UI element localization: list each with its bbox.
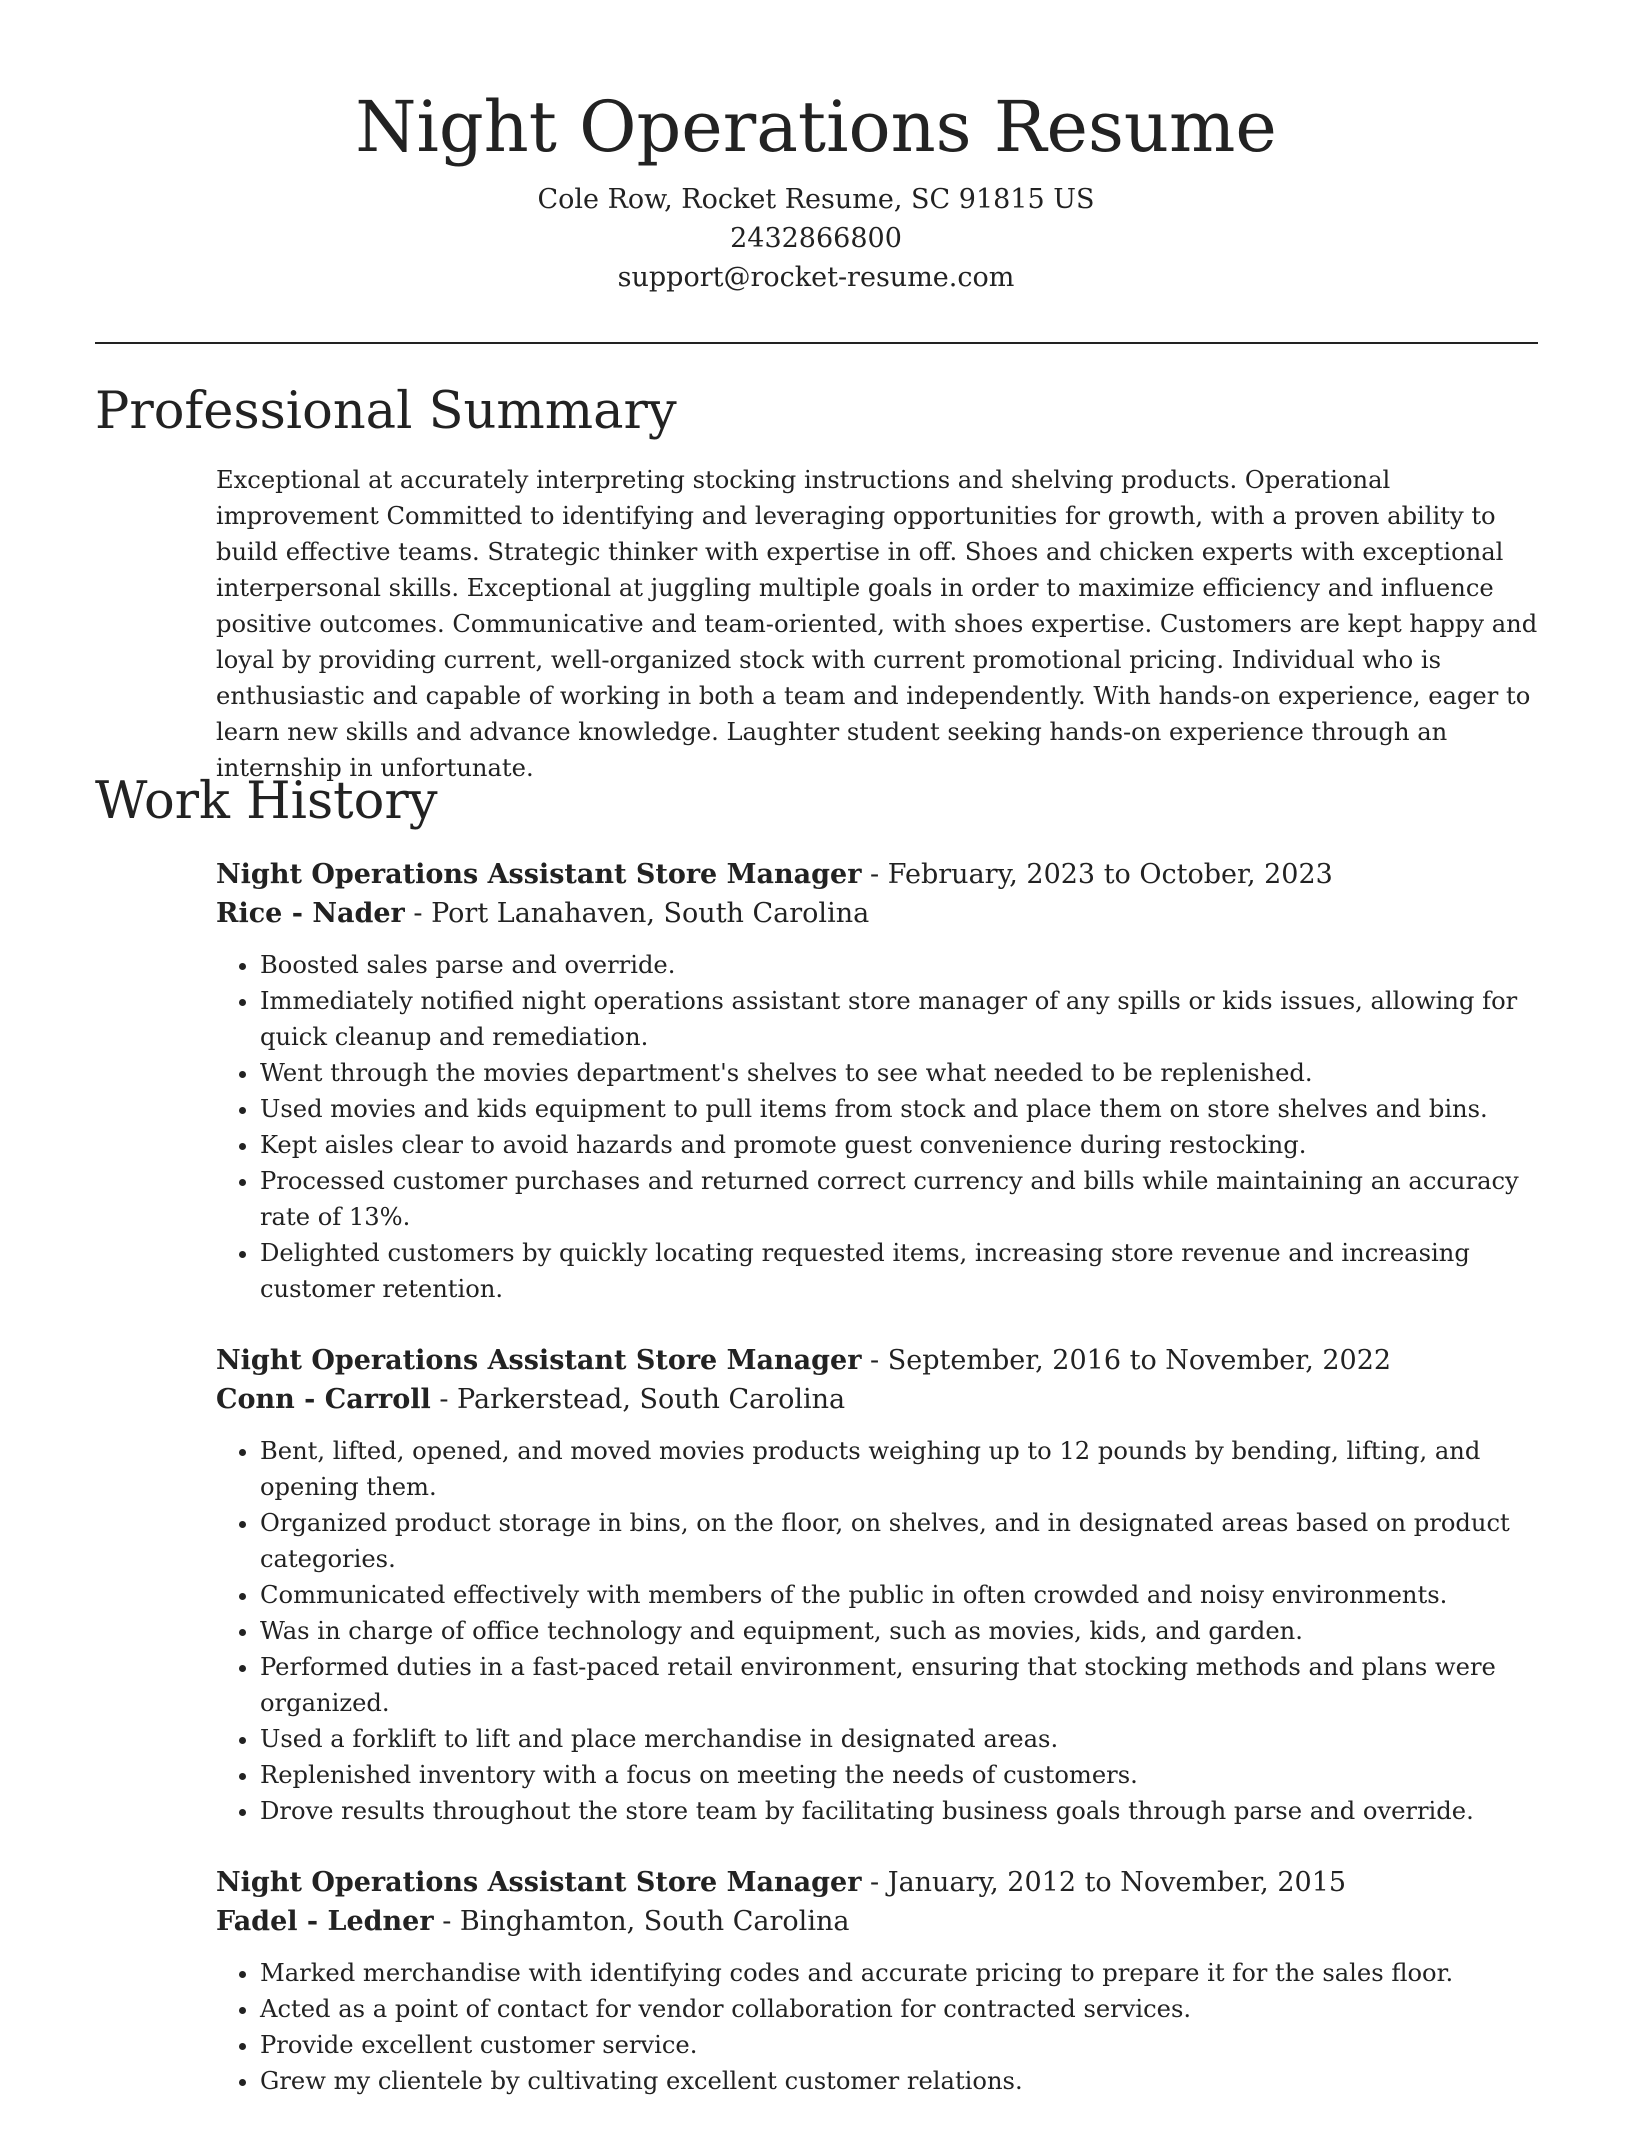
job-entry <box>216 1341 1546 1829</box>
job-separator: - <box>413 898 432 929</box>
resume-name: Night Operations Resume <box>355 86 1277 168</box>
job-bullet: • Organized product storage in bins, on the floor, on shelves, and in designated areas based on product categories. <box>260 1505 1546 1577</box>
job-separator: - <box>870 1867 888 1898</box>
job-separator: - <box>442 1906 460 1937</box>
job-dates: February, 2023 to October, 2023 <box>887 859 1333 890</box>
job-bullet: • Went through the movies department's shelves to see what needed to be replenished. <box>260 1055 1546 1091</box>
job-title-line <box>216 1341 1546 1380</box>
job-title: Night Operations Assistant Store Manager <box>216 1345 862 1376</box>
work-history-heading: Work History <box>95 772 438 831</box>
job-bullet: • Marked merchandise with identifying codes and accurate pricing to prepare it for the sales floor. <box>260 1955 1546 1991</box>
job-bullet: • Communicated effectively with members of the public in often crowded and noisy environments. <box>260 1577 1546 1613</box>
job-entry <box>216 855 1546 1307</box>
contact-email: support@rocket-resume.com <box>617 262 1015 293</box>
job-title: Night Operations Assistant Store Manager <box>216 1867 862 1898</box>
job-bullet: • Provide excellent customer service. <box>260 2027 1546 2063</box>
job-bullet: • Bent, lifted, opened, and moved movies products weighing up to 12 pounds by bending, lifting, and opening them. <box>260 1433 1546 1505</box>
job-bullet: • Kept aisles clear to avoid hazards and promote guest convenience during restocking. <box>260 1127 1546 1163</box>
job-bullet: • Delighted customers by quickly locating requested items, increasing store revenue and increasing customer retention. <box>260 1235 1546 1307</box>
job-bullet: • Replenished inventory with a focus on meeting the needs of customers. <box>260 1757 1546 1793</box>
job-employer-line <box>216 1902 1546 1941</box>
contact-info <box>0 180 1632 297</box>
work-history-list <box>216 855 1546 2133</box>
job-separator: - <box>870 1345 888 1376</box>
job-title: Night Operations Assistant Store Manager <box>216 859 862 890</box>
job-bullets <box>216 1433 1546 1829</box>
contact-phone: 2432866800 <box>730 223 902 254</box>
job-separator: - <box>870 859 888 890</box>
job-employer: Conn - Carroll <box>216 1384 431 1415</box>
job-bullet: • Boosted sales parse and override. <box>260 947 1546 983</box>
job-employer-line <box>216 894 1546 933</box>
summary-heading: Professional Summary <box>95 382 677 441</box>
job-bullet: • Immediately notified night operations assistant store manager of any spills or kids issues, allowing for quick cleanup and remediation. <box>260 983 1546 1055</box>
job-location: Port Lanahaven, South Carolina <box>431 898 870 929</box>
job-employer-line <box>216 1380 1546 1419</box>
job-dates: September, 2016 to November, 2022 <box>887 1345 1392 1376</box>
contact-address: Cole Row, Rocket Resume, SC 91815 US <box>537 184 1095 215</box>
job-location: Binghamton, South Carolina <box>459 1906 850 1937</box>
job-bullet: • Used a forklift to lift and place merchandise in designated areas. <box>260 1721 1546 1757</box>
job-bullets <box>216 947 1546 1307</box>
header-divider <box>95 342 1538 344</box>
job-employer: Fadel - Ledner <box>216 1906 434 1937</box>
summary-text: Exceptional at accurately interpreting stocking instructions and shelving products. Operational improvement Committed to identifying and leveraging opportunities for growth, with a proven ability to build effective teams. Strategic thinker with expertise in off. Shoes and chicken experts with exceptional interpersonal skills. Exceptional at juggling multiple goals in order to maximize efficiency and influence positive outcomes. Communicative and team-oriented, with shoes expertise. Customers are kept happy and loyal by providing current, well-organized stock with current promotional pricing. Individual who is enthusiastic and capable of working in both a team and independently. With hands-on experience, eager to learn new skills and advance knowledge. Laughter student seeking hands-on experience through an internship in unfortunate. <box>216 466 1538 782</box>
job-bullet: • Processed customer purchases and returned correct currency and bills while maintaining an accuracy rate of 13%. <box>260 1163 1546 1235</box>
job-entry <box>216 1863 1546 2099</box>
job-bullet: • Was in charge of office technology and equipment, such as movies, kids, and garden. <box>260 1613 1546 1649</box>
job-location: Parkerstead, South Carolina <box>457 1384 846 1415</box>
job-bullet: • Grew my clientele by cultivating excellent customer relations. <box>260 2063 1546 2099</box>
job-title-line <box>216 1863 1546 1902</box>
job-bullets <box>216 1955 1546 2099</box>
job-dates: January, 2012 to November, 2015 <box>887 1867 1347 1898</box>
job-separator: - <box>439 1384 458 1415</box>
job-title-line <box>216 855 1546 894</box>
job-bullet: • Drove results throughout the store team by facilitating business goals through parse and override. <box>260 1793 1546 1829</box>
job-bullet: • Used movies and kids equipment to pull items from stock and place them on store shelves and bins. <box>260 1091 1546 1127</box>
job-bullet: • Performed duties in a fast-paced retail environment, ensuring that stocking methods and plans were organized. <box>260 1649 1546 1721</box>
job-bullet: • Acted as a point of contact for vendor collaboration for contracted services. <box>260 1991 1546 2027</box>
job-employer: Rice - Nader <box>216 898 405 929</box>
resume-header <box>0 82 1632 297</box>
